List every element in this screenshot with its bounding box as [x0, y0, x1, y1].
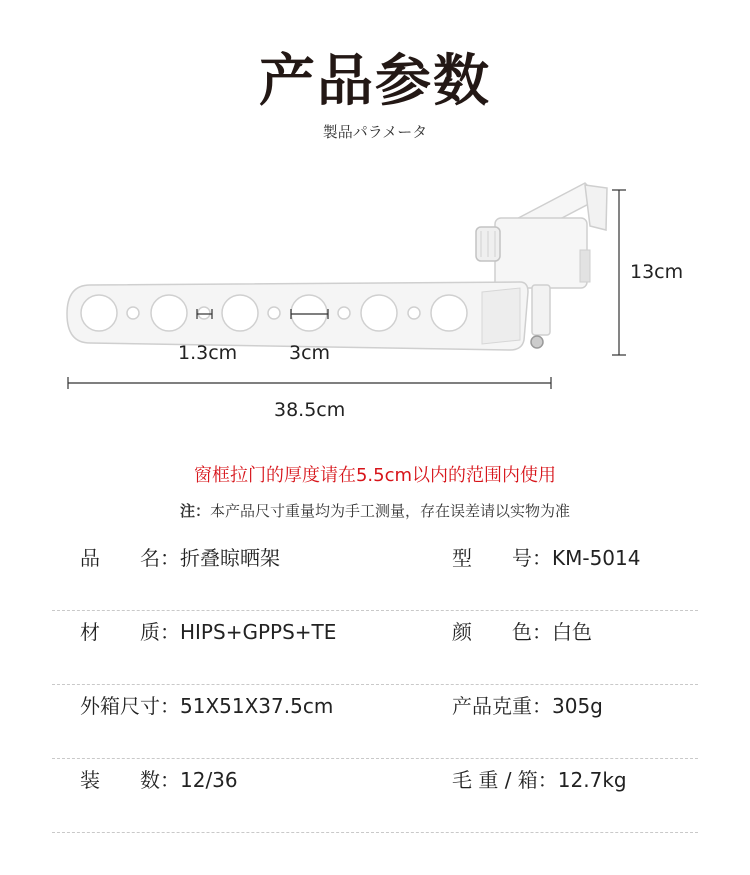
spec-color: 颜 色：白色: [452, 620, 592, 644]
spec-quantity: 装 数：12/36: [80, 768, 238, 792]
drying-bar: [67, 282, 528, 350]
spec-row: [52, 684, 698, 759]
spec-gross-weight: 毛 重 / 箱：12.7kg: [452, 768, 627, 792]
spec-weight: 产品克重：305g: [452, 694, 603, 718]
spec-carton-size: 外箱尺寸：51X51X37.5cm: [80, 694, 334, 718]
usage-warning: 窗框拉门的厚度请在5.5cm以内的范围内使用: [193, 465, 557, 486]
note-label: 注：: [179, 502, 210, 520]
spec-row: [52, 758, 698, 833]
page-title: 产品参数: [259, 49, 491, 114]
spec-row: [52, 610, 698, 685]
page-subtitle: 製品パラメータ: [322, 123, 428, 141]
dim-hole-large: 3cm: [289, 342, 331, 364]
dim-hole-small: 1.3cm: [178, 342, 238, 364]
measurement-note: [0, 500, 750, 521]
spec-material: 材 质：HIPS+GPPS+TE: [80, 620, 337, 644]
dim-total-length: 38.5cm: [274, 399, 346, 421]
spec-name: 品 名：折叠晾晒架: [80, 546, 280, 570]
dim-height: 13cm: [630, 261, 684, 283]
note-text: 本产品尺寸重量均为手工测量，存在误差请以实物为准: [210, 502, 571, 520]
screw-icon: [531, 336, 543, 348]
spec-row: [52, 536, 698, 611]
adjust-knob: [476, 227, 500, 261]
spec-model: 型 号：KM-5014: [452, 546, 641, 570]
